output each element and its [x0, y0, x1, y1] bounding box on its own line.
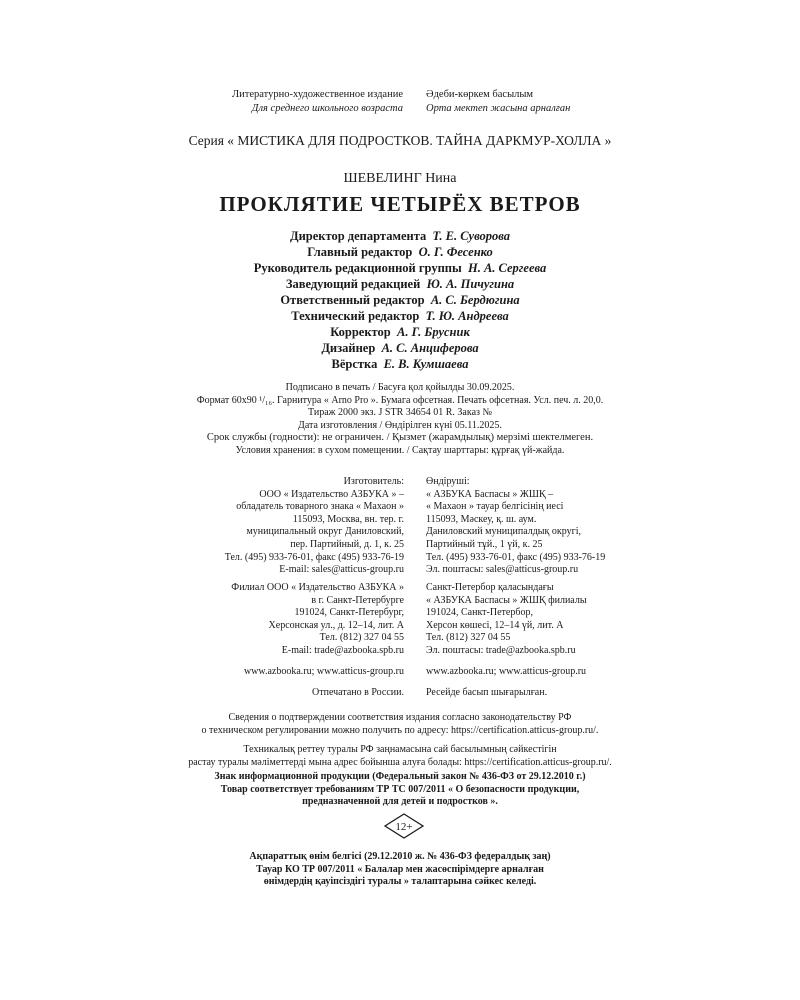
genre-ru: Литературно-художественное издание	[232, 89, 403, 100]
publisher-line: муниципальный округ Даниловский,	[246, 526, 404, 538]
print-line: Подписано в печать / Басуға қол қойылды 30.09.2025.	[285, 382, 515, 393]
publisher-line: Тел. (495) 933-76-01, факс (495) 933-76-19	[224, 551, 404, 563]
staff-row: Руководитель редакционной группы Н. А. Сергеева	[253, 261, 547, 275]
cert-kz	[0, 744, 800, 769]
publisher-line: Даниловский муниципалдық округі,	[426, 526, 581, 538]
kz-mark-line: Ақпараттық өнім белгісі (29.12.2010 ж. № 436-ФЗ федералдық заң)	[249, 851, 551, 862]
genre-kz: Әдеби-көркем басылым	[426, 89, 534, 100]
publisher-line: обладатель товарного знака « Махаон »	[236, 501, 404, 513]
publisher-line: Өндіруші:	[426, 476, 470, 487]
branch-line: Херсон көшесі, 12–14 үй, лит. А	[426, 619, 564, 631]
print-line: Тираж 2000 экз. J STR 34654 01 R. Заказ №	[307, 407, 492, 418]
print-line: Дата изготовления / Өндірілген күні 05.11.2025.	[298, 419, 502, 431]
print-line: Формат 60x90 ¹/₁₆. Гарнитура « Arno Pro ». Бумага офсетная. Печать офсетная. Усл. печ. л. 20,0.	[196, 394, 604, 406]
print-info	[0, 382, 800, 457]
staff-row: Ответственный редактор А. С. Бердюгина	[280, 293, 520, 307]
age-kz: Орта мектеп жасына арналған	[426, 103, 571, 114]
staff-row: Корректор А. Г. Брусник	[330, 325, 470, 339]
kz-mark-line: Тауар КО ТР 007/2011 « Балалар мен жасөспірімдерге арналған	[256, 863, 544, 875]
branch-line: Тел. (812) 327 04 55	[426, 632, 511, 644]
age-rating-text: 12+	[395, 821, 413, 833]
info-mark-line: Товар соответствует требованиям ТР ТС 007/2011 « О безопасности продукции,	[220, 783, 580, 795]
print-line: Условия хранения: в сухом помещении. / Сақтау шарттары: құрғақ үй-жайда.	[235, 444, 565, 456]
series-line: Серия « МИСТИКА ДЛЯ ПОДРОСТКОВ. ТАЙНА ДАРКМУР-ХОЛЛА »	[188, 133, 612, 148]
staff-row: Заведующий редакцией Ю. А. Пичугина	[285, 277, 515, 291]
staff-row: Технический редактор Т. Ю. Андреева	[291, 309, 509, 323]
branch-line: « АЗБУКА Баспасы » ЖШҚ филиалы	[426, 594, 587, 606]
publisher-line: ООО « Издательство АЗБУКА » –	[259, 488, 404, 500]
publisher-ru	[150, 476, 404, 577]
branch-line: Филиал ООО « Издательство АЗБУКА »	[231, 582, 404, 593]
branch-line: E-mail: trade@azbooka.spb.ru	[281, 644, 404, 656]
kz-info-mark	[0, 851, 800, 889]
staff-row: Дизайнер А. С. Анциферова	[321, 341, 479, 355]
staff-row: Главный редактор О. Г. Фесенко	[307, 245, 493, 259]
website-ru: www.azbooka.ru; www.atticus-group.ru	[243, 666, 404, 677]
author: ШЕВЕЛИНГ Нина	[343, 171, 457, 186]
branch-line: Санкт-Петербор қаласындағы	[426, 582, 554, 593]
cert-line: о техническом регулировании можно получить по адресу: https://certification.atticus-group.ru/.	[201, 724, 599, 736]
publisher-line: 115093, Москва, вн. тер. г.	[292, 513, 404, 525]
printed-ru: Отпечатано в России.	[312, 687, 404, 698]
publisher-line: Партийный тұй., 1 үй, к. 25	[426, 538, 543, 550]
book-title: ПРОКЛЯТИЕ ЧЕТЫРЁХ ВЕТРОВ	[219, 192, 581, 216]
info-mark-line: предназначенной для детей и подростков ».	[302, 796, 498, 807]
branch-line: в г. Санкт-Петербурге	[311, 594, 404, 606]
publisher-line: Изготовитель:	[343, 476, 404, 487]
branch-line: Тел. (812) 327 04 55	[319, 632, 404, 644]
publisher-kz	[426, 476, 686, 577]
publisher-line: « АЗБУКА Баспасы » ЖШҚ –	[426, 488, 554, 500]
staff-row: Директор департамента Т. Е. Суворова	[289, 229, 511, 243]
branch-line: Херсонская ул., д. 12–14, лит. А	[268, 619, 404, 631]
publisher-line: « Махаон » тауар белгісінің иесі	[426, 501, 564, 513]
branch-ru	[150, 582, 404, 658]
cert-line: Техникалық реттеу туралы РФ заңнамасына сай басылымның сәйкестігін	[243, 744, 557, 755]
branch-line: 191024, Санкт-Петербор,	[426, 607, 533, 619]
cert-line: Сведения о подтверждении соответствия издания согласно законодательству РФ	[228, 712, 572, 723]
cert-line: растау туралы мәліметтерді мына адрес бойынша алуға болады: https://certification.atticus-group.ru/.	[188, 756, 612, 768]
branch-line: 191024, Санкт-Петербург,	[294, 607, 404, 619]
header-kz	[426, 88, 676, 116]
branch-kz	[426, 582, 686, 658]
staff-list	[0, 228, 800, 372]
info-mark	[0, 771, 800, 809]
info-mark-line: Знак информационной продукции (Федеральный закон № 436-ФЗ от 29.12.2010 г.)	[214, 771, 586, 782]
website-kz: www.azbooka.ru; www.atticus-group.ru	[426, 666, 587, 677]
branch-line: Эл. поштасы: trade@azbooka.spb.ru	[426, 644, 576, 656]
publisher-line: 115093, Мәскеу, қ. ш. аум.	[426, 513, 537, 525]
publisher-line: Тел. (495) 933-76-01, факс (495) 933-76-19	[426, 551, 606, 563]
age-ru: Для среднего школьного возраста	[251, 103, 403, 114]
age-rating-badge	[384, 813, 424, 839]
publisher-line: E-mail: sales@atticus-group.ru	[279, 564, 404, 576]
publisher-line: Эл. поштасы: sales@atticus-group.ru	[426, 564, 579, 576]
header-ru	[160, 88, 403, 116]
printed-kz: Ресейде басып шығарылған.	[426, 687, 548, 698]
staff-row: Вёрстка Е. В. Кумшаева	[331, 357, 469, 371]
print-line: Срок службы (годности): не ограничен. / Қызмет (жарамдылық) мерзімі шектелмеген.	[206, 432, 594, 443]
kz-mark-line: өнімдердің қауіпсіздігі туралы » талаптарына сәйкес келеді.	[263, 876, 537, 887]
cert-ru	[0, 712, 800, 737]
publisher-line: пер. Партийный, д. 1, к. 25	[290, 538, 404, 550]
